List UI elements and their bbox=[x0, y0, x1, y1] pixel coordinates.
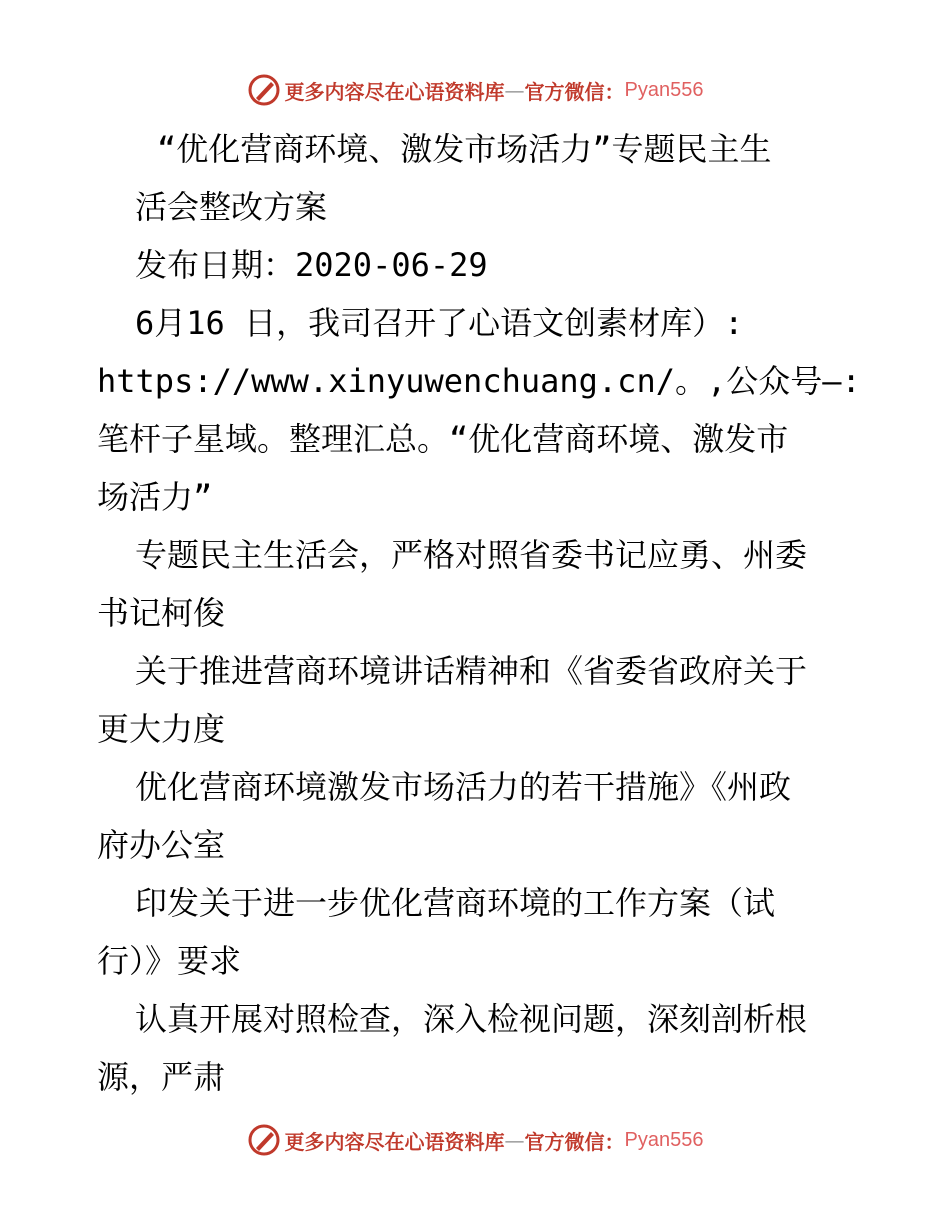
paragraph-line: 行）》要求 bbox=[97, 942, 242, 980]
paragraph-line: 专题民主生活会，严格对照省委书记应勇、州委 bbox=[135, 536, 808, 574]
publish-date: 发布日期：2020-06-29 bbox=[135, 246, 488, 284]
watermark-main-text: 更多内容尽在心语资料库 bbox=[284, 79, 505, 104]
document-title-line-1: “优化营商环境、激发市场活力”专题民主生 bbox=[157, 130, 772, 168]
footer-watermark bbox=[0, 1120, 950, 1160]
watermark-official-label: 官方微信： bbox=[524, 79, 625, 104]
paragraph-line: 更大力度 bbox=[97, 710, 226, 748]
paragraph-line: 印发关于进一步优化营商环境的工作方案（试 bbox=[135, 884, 776, 922]
watermark-separator: — bbox=[504, 78, 525, 102]
paragraph-line: https://www.xinyuwenchuang.cn/。,公众号—: bbox=[97, 362, 861, 400]
paragraph-line: 书记柯俊 bbox=[97, 594, 226, 632]
paragraph-line: 关于推进营商环境讲话精神和《省委省政府关于 bbox=[135, 652, 808, 690]
paragraph-line: 6月16 日，我司召开了心语文创素材库）: bbox=[135, 304, 744, 342]
watermark-main-text: 更多内容尽在心语资料库 bbox=[284, 1129, 505, 1154]
document-title-line-2: 活会整改方案 bbox=[135, 188, 328, 226]
paragraph-line: 认真开展对照检查，深入检视问题，深刻剖析根 bbox=[135, 1000, 808, 1038]
paragraph-line: 场活力” bbox=[97, 478, 213, 516]
watermark-wechat-id: Pyan556 bbox=[624, 78, 704, 101]
paragraph-line: 优化营商环境激发市场活力的若干措施》《州政 bbox=[135, 768, 792, 806]
paragraph-line: 源，严肃 bbox=[97, 1058, 226, 1096]
paragraph-line: 笔杆子星域。整理汇总。“优化营商环境、激发市 bbox=[97, 420, 789, 458]
header-watermark bbox=[0, 70, 950, 110]
watermark-official-label: 官方微信： bbox=[524, 1129, 625, 1154]
watermark-wechat-id: Pyan556 bbox=[624, 1128, 704, 1151]
pen-logo-icon bbox=[247, 1123, 281, 1157]
pen-logo-icon bbox=[247, 73, 281, 107]
watermark-separator: — bbox=[504, 1128, 525, 1152]
paragraph-line: 府办公室 bbox=[97, 826, 226, 864]
document-body bbox=[97, 120, 861, 1106]
